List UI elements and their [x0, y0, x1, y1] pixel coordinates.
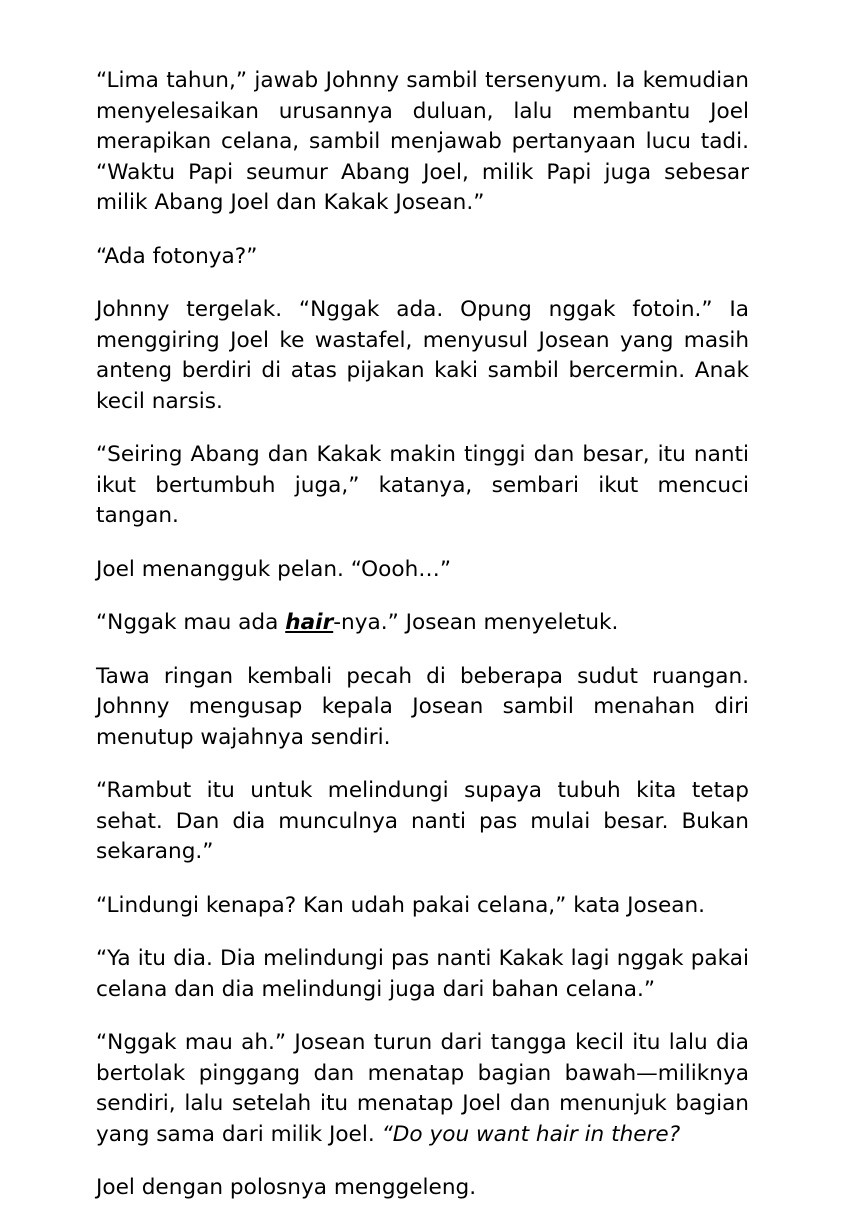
- paragraph-text: “Lima tahun,” jawab Johnny sambil tersenyum. Ia kemudian menyelesaikan urusannya duluan, lalu membantu Joel merapikan celana, sambil menjawab pertanyaan lucu tadi. “Waktu Papi seumur Abang Joel, milik Papi juga sebesar milik Abang Joel dan Kakak Josean.”: [96, 68, 749, 215]
- paragraph-11: [96, 1028, 749, 1150]
- emphasized-word: hair: [285, 610, 334, 635]
- paragraph-6: [96, 608, 749, 639]
- paragraph-text: “Nggak mau ada: [96, 610, 286, 635]
- paragraph-text: Tawa ringan kembali pecah di beberapa sudut ruangan. Johnny mengusap kepala Josean sambil menahan diri menutup wajahnya sendiri.: [96, 663, 749, 750]
- paragraph-5: [96, 555, 749, 586]
- paragraph-8: [96, 776, 749, 868]
- document-page: [96, 66, 749, 1227]
- paragraph-text: “Rambut itu untuk melindungi supaya tubuh kita tetap sehat. Dan dia munculnya nanti pas mulai besar. Bukan sekarang.”: [96, 778, 749, 864]
- paragraph-3: [96, 295, 749, 417]
- paragraph-text: “Nggak mau ah.” Josean turun dari tangga kecil itu lalu dia bertolak pinggang dan menatap bagian bawah—miliknya sendiri, lalu setelah itu menatap Joel dan menunjuk bagian yang sama dari milik Joel.: [96, 1030, 749, 1147]
- paragraph-9: [96, 891, 749, 922]
- paragraph-12: [96, 1173, 749, 1204]
- paragraph-1: [96, 66, 749, 219]
- paragraph-text: Joel menangguk pelan. “Oooh…”: [96, 556, 452, 582]
- paragraph-text: “Seiring Abang dan Kakak makin tinggi dan besar, itu nanti ikut bertumbuh juga,” katanya, sembari ikut mencuci tangan.: [96, 442, 749, 528]
- italic-quote: “Do you want hair in there?: [381, 1121, 681, 1147]
- paragraph-10: [96, 944, 749, 1005]
- paragraph-7: [96, 662, 749, 754]
- paragraph-text: Joel dengan polosnya menggeleng.: [96, 1175, 477, 1200]
- paragraph-text: Johnny tergelak. “Nggak ada. Opung nggak fotoin.” Ia menggiring Joel ke wastafel, menyusul Josean yang masih anteng berdiri di atas pijakan kaki sambil bercermin. Anak kecil narsis.: [96, 297, 749, 414]
- paragraph-2: [96, 242, 749, 273]
- paragraph-text: -nya.” Josean menyeletuk.: [333, 610, 619, 635]
- paragraph-text: “Ada fotonya?”: [96, 243, 258, 269]
- paragraph-4: [96, 440, 749, 532]
- paragraph-text: “Lindungi kenapa? Kan udah pakai celana,” kata Josean.: [96, 892, 706, 918]
- paragraph-text: “Ya itu dia. Dia melindungi pas nanti Kakak lagi nggak pakai celana dan dia melindungi juga dari bahan celana.”: [96, 946, 749, 1002]
